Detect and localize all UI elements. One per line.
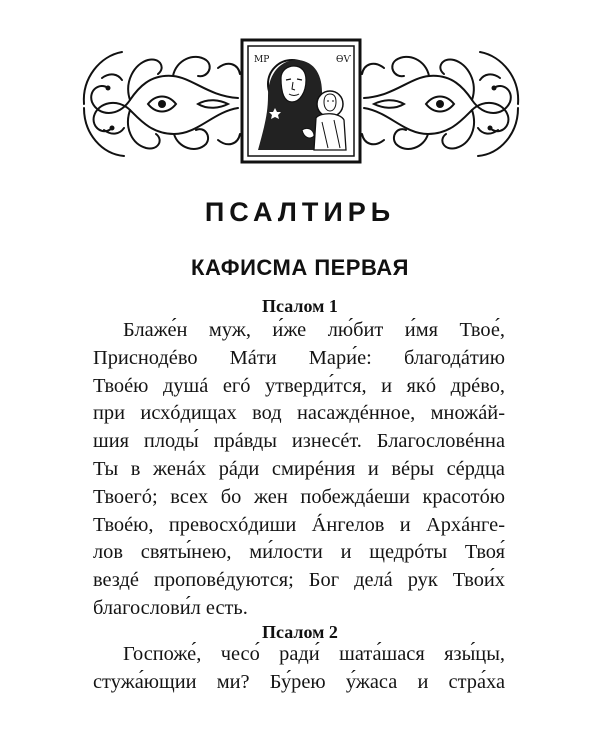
text-line: Твоéю, превосхóдиши Áнгелов и Архáнге-	[93, 513, 505, 536]
text-line: Госпоже́, чесо́ ради́ шата́шася язы́цы,	[123, 643, 505, 665]
theotokos-icon	[242, 40, 360, 162]
psalm-2-heading: Псалом 2	[262, 622, 338, 642]
text-line: вездé проповéдуются; Бог делá рук Твои́х	[93, 569, 505, 592]
svg-text:ѲѴ: ѲѴ	[336, 55, 352, 65]
headpiece-ornament	[78, 38, 524, 164]
text-line: лов святы́нею, ми́лости и щедрóты Твоя́	[93, 541, 505, 564]
text-line: благослови́л есть.	[93, 596, 248, 619]
kathisma-heading: КАФИСМА ПЕРВАЯ	[191, 255, 409, 280]
text-line: шия плоды́ прáвды изнесéт. Благословéнна	[93, 430, 505, 453]
book-title: ПСАЛТИРЬ	[204, 197, 396, 227]
text-line: Ты в женáх рáди смирéния и вéры сéрдца	[93, 457, 505, 480]
psalm-2-text	[93, 641, 505, 697]
text-line: Твоéю душá егó утверди́тся, и якó дрéво,	[93, 374, 505, 397]
text-line: стужа́ющии ми? Бу́рею у́жаса и стра́ха	[93, 670, 505, 693]
text-line: при исхóдищах вод насаждéнное, множáй-	[93, 402, 505, 425]
svg-text:МР: МР	[254, 55, 270, 65]
text-line: Блаже́н муж, и́же лю́бит и́мя Твое́,	[123, 319, 505, 341]
text-line: Твоегó; всех бо жен побеждáеши красотóю	[93, 485, 505, 508]
text-line: Приснодéво Мáти Мари́е: благодáтию	[93, 346, 505, 369]
psalm-1-text	[93, 317, 505, 623]
psalm-1-heading: Псалом 1	[262, 296, 338, 316]
